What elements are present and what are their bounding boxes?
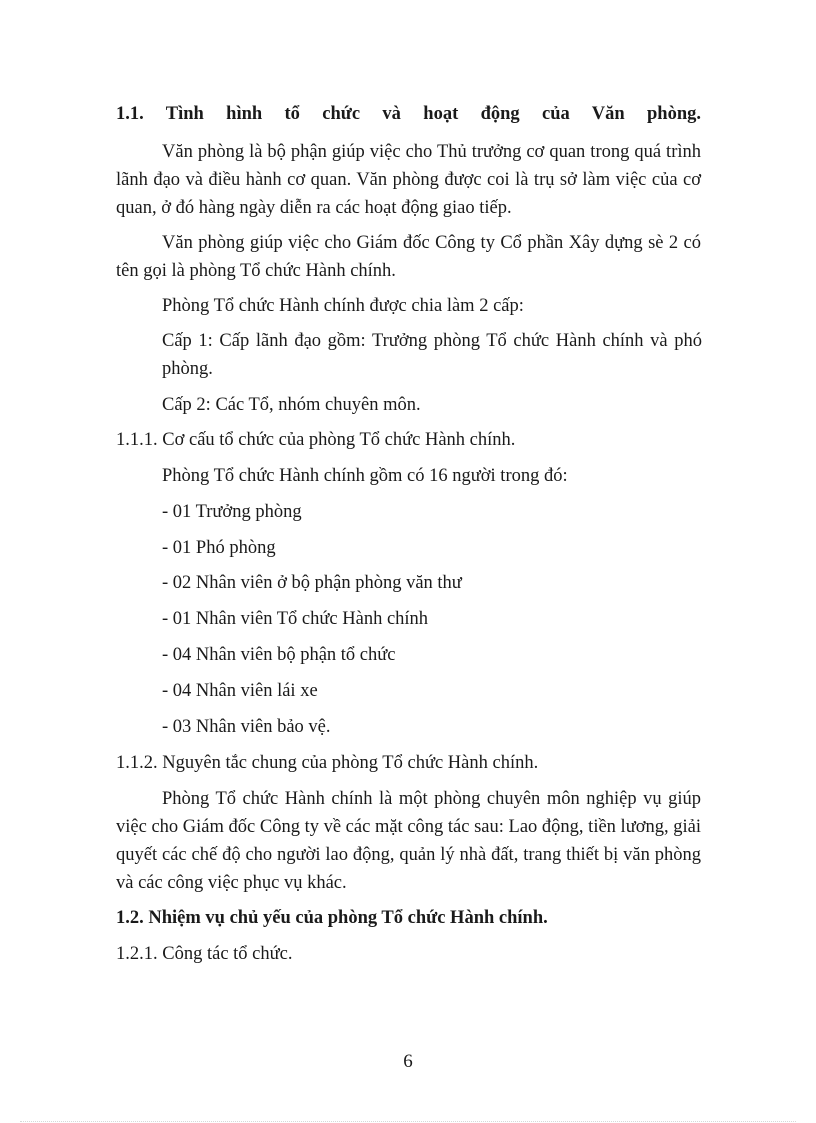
list-item: - 02 Nhân viên ở bộ phận phòng văn thư bbox=[162, 573, 462, 593]
subsection-heading-1-1-1: 1.1.1. Cơ cấu tổ chức của phòng Tổ chức Hành chính. bbox=[116, 430, 516, 450]
list-item: - 04 Nhân viên lái xe bbox=[162, 681, 318, 701]
paragraph-level-2: Cấp 2: Các Tổ, nhóm chuyên môn. bbox=[162, 395, 421, 415]
paragraph-staff-count: Phòng Tổ chức Hành chính gồm có 16 người trong đó: bbox=[162, 466, 568, 486]
section-heading-1-1: 1.1. Tình hình tổ chức và hoạt động của Văn phòng. bbox=[116, 104, 701, 124]
paragraph-levels-intro: Phòng Tổ chức Hành chính được chia làm 2 cấp: bbox=[162, 296, 524, 316]
list-item: - 03 Nhân viên bảo vệ. bbox=[162, 717, 331, 737]
list-item: - 01 Phó phòng bbox=[162, 538, 276, 558]
list-item: - 01 Nhân viên Tổ chức Hành chính bbox=[162, 609, 429, 629]
paragraph-level-1: Cấp 1: Cấp lãnh đạo gồm: Trưởng phòng Tổ chức Hành chính và phó phòng. bbox=[162, 331, 702, 379]
page-bottom-divider bbox=[20, 1121, 796, 1122]
paragraph-department-duties: Phòng Tổ chức Hành chính là một phòng chuyên môn nghiệp vụ giúp việc cho Giám đốc Công ty về các mặt công tác sau: Lao động, tiền lương, giải quyết các chế độ cho người lao động, quản lý nhà đất, trang thiết bị văn phòng và các công việc phục vụ khác. bbox=[116, 789, 701, 893]
paragraph-office-name: Văn phòng giúp việc cho Giám đốc Công ty Cổ phần Xây dựng sè 2 có tên gọi là phòng Tổ chức Hành chính. bbox=[116, 233, 701, 281]
list-item: - 01 Trưởng phòng bbox=[162, 502, 302, 522]
subsection-heading-1-2-1: 1.2.1. Công tác tổ chức. bbox=[116, 944, 293, 964]
section-heading-1-2: 1.2. Nhiệm vụ chủ yếu của phòng Tổ chức Hành chính. bbox=[116, 908, 548, 928]
subsection-heading-1-1-2: 1.1.2. Nguyên tắc chung của phòng Tổ chức Hành chính. bbox=[116, 753, 539, 773]
page-number: 6 bbox=[403, 1051, 413, 1072]
list-item: - 04 Nhân viên bộ phận tổ chức bbox=[162, 645, 396, 665]
paragraph-office-definition: Văn phòng là bộ phận giúp việc cho Thủ trưởng cơ quan trong quá trình lãnh đạo và điều hành cơ quan. Văn phòng được coi là trụ sở làm việc của cơ quan, ở đó hàng ngày diễn ra các hoạt động giao tiếp. bbox=[116, 142, 701, 218]
